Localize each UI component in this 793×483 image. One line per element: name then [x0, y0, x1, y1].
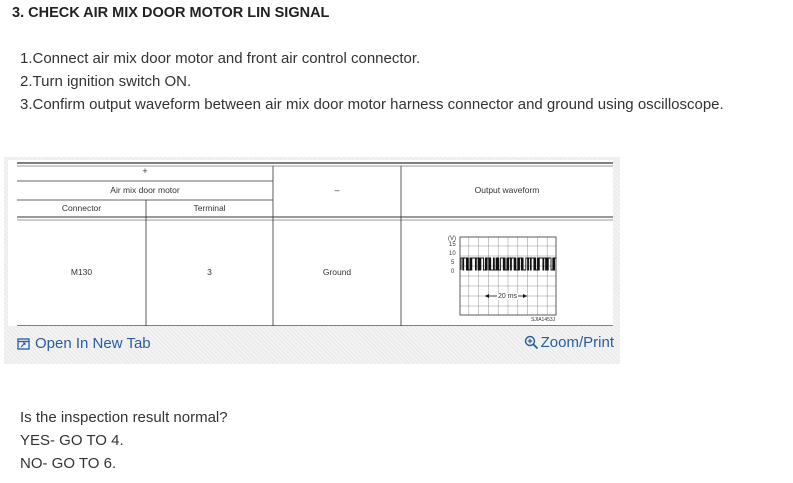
- instruction-step-1: 1.Connect air mix door motor and front air control connector.: [20, 50, 421, 67]
- waveform-y-tick-10: 10: [449, 251, 456, 257]
- waveform-y-tick-15: 15: [449, 242, 456, 248]
- waveform-ref-code: SJIA1453J: [531, 317, 556, 323]
- table-plus: +: [142, 166, 148, 176]
- figure-image: [8, 160, 613, 326]
- new-tab-icon: [17, 338, 30, 350]
- table-connector-header: Connector: [61, 203, 102, 213]
- table-terminal-value: 3: [207, 267, 212, 277]
- waveform-y-tick-0: 0: [451, 269, 455, 275]
- waveform-arrowhead-right: [523, 294, 527, 298]
- table-terminal-header: Terminal: [193, 203, 226, 213]
- table-connector-value: M130: [70, 267, 93, 277]
- waveform-plot: [459, 236, 559, 316]
- inspection-question: [20, 408, 228, 477]
- waveform-y-tick-5: 5: [451, 260, 455, 266]
- waveform-unit: (V): [448, 236, 456, 242]
- zoom-print-link[interactable]: [524, 334, 614, 351]
- question-prompt: Is the inspection result normal?: [20, 409, 228, 426]
- table-output-header: Output waveform: [474, 185, 540, 195]
- question-yes: YES- GO TO 4.: [20, 432, 124, 449]
- figure-container: [4, 157, 620, 364]
- zoom-print-label: Zoom/Print: [540, 334, 614, 351]
- table-component: Air mix door motor: [110, 185, 180, 195]
- open-in-new-tab-label: Open In New Tab: [35, 335, 151, 352]
- magnifier-plus-icon: [524, 335, 539, 350]
- instruction-step-2: 2.Turn ignition switch ON.: [20, 73, 192, 90]
- step-heading: 3. CHECK AIR MIX DOOR MOTOR LIN SIGNAL: [12, 5, 330, 21]
- figure-toolbar: [4, 329, 620, 359]
- table-minus: –: [334, 185, 340, 195]
- question-no: NO- GO TO 6.: [20, 455, 117, 472]
- instruction-step-3: 3.Confirm output waveform between air mix door motor harness connector and ground using oscilloscope.: [20, 96, 724, 113]
- waveform-time-label: 20 ms: [498, 293, 518, 300]
- waveform-trace: [461, 258, 556, 270]
- open-in-new-tab-link[interactable]: [17, 335, 151, 352]
- waveform-arrowhead-left: [485, 294, 489, 298]
- instruction-list: [20, 49, 724, 118]
- table-ground-value: Ground: [322, 267, 352, 277]
